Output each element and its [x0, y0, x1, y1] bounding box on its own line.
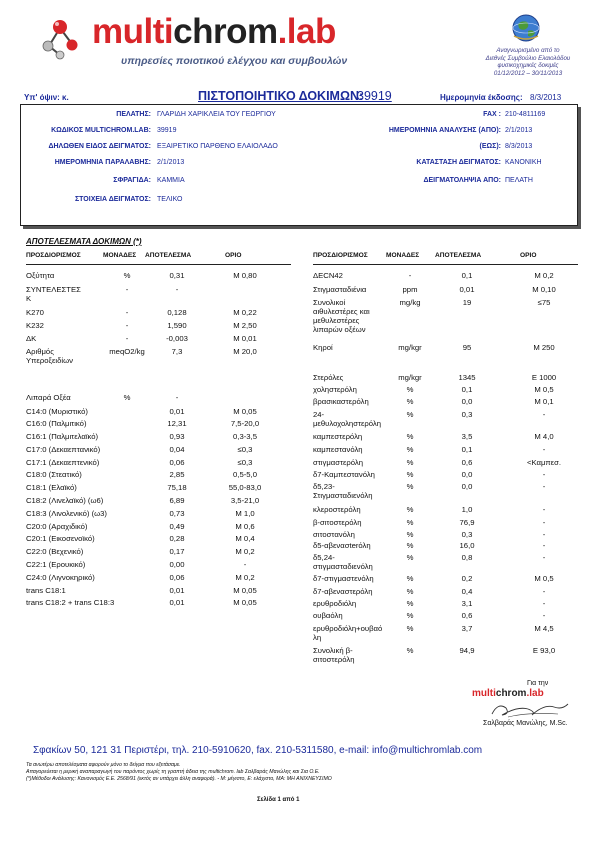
result-name [26, 560, 85, 569]
result-limit: - [542, 553, 546, 562]
result-name-line: καμπεστερόλη [313, 432, 363, 441]
result-unit: % [406, 458, 414, 467]
result-name [313, 530, 355, 539]
result-name-line: λη [313, 633, 322, 642]
result-value: 19 [462, 298, 472, 307]
result-name [26, 522, 87, 531]
result-name-line: Κ [26, 294, 32, 303]
result-name [313, 624, 382, 642]
column-header: ΠΡΟΣΔΙΟΡΙΣΜΟΣ [26, 252, 81, 259]
result-value: 0,49 [169, 522, 185, 531]
result-name-line: C24:0 (Λιγνοκηρικό) [26, 573, 95, 582]
result-name [313, 445, 363, 454]
result-limit: - [542, 518, 546, 527]
info-value: ΠΕΛΑΤΗ [505, 177, 533, 184]
accreditation-note [470, 47, 586, 77]
info-value: ΚΑΝΟΝΙΚΗ [505, 159, 542, 166]
result-limit: Μ 0,2 [235, 573, 255, 582]
result-limit: M 0,5 [534, 385, 554, 394]
result-name-line: στιγμασταδιενόλη [313, 562, 373, 571]
result-name [313, 373, 343, 382]
result-name-line: αιθυλεστέρες και [313, 307, 370, 316]
result-limit: Μ 0,05 [233, 598, 257, 607]
result-limit: Μ 0,6 [235, 522, 255, 531]
result-unit: % [406, 482, 414, 491]
result-name [26, 598, 114, 607]
result-unit: % [406, 611, 414, 620]
info-label: ΚΩΔΙΚΟΣ MULTICHROM.LAB: [51, 127, 151, 134]
result-unit: - [125, 308, 129, 317]
result-limit: - [243, 560, 247, 569]
result-limit: Μ 0,5 [534, 574, 554, 583]
result-name-line: χοληστερόλη [313, 385, 357, 394]
result-name [313, 518, 361, 527]
result-name [313, 271, 343, 280]
info-label: ΣΤΟΙΧΕΙΑ ΔΕΙΓΜΑΤΟΣ: [74, 196, 151, 203]
result-value: -0,003 [166, 334, 188, 343]
result-name-line: 24- [313, 410, 325, 419]
result-limit: - [542, 445, 546, 454]
result-name [313, 385, 357, 394]
info-value: ΚΑΜΜΙΑ [157, 177, 185, 184]
result-value: 1,590 [167, 321, 187, 330]
result-unit: % [406, 518, 414, 527]
result-name-line: Λιπαρά Οξέα [26, 393, 71, 402]
result-name-line: δ7-Καμπεστανόλη [313, 470, 375, 479]
result-unit: - [125, 334, 129, 343]
result-limit: - [542, 410, 546, 419]
result-name-line: ΣΥΝΤΕΛΕΣΤΕΣ [26, 285, 81, 294]
result-value: 3,1 [461, 599, 473, 608]
result-limit: E 93,0 [532, 646, 556, 655]
result-name [26, 470, 82, 479]
result-limit: M 2,50 [233, 321, 257, 330]
result-unit: % [406, 553, 414, 562]
result-value: 75,18 [167, 483, 187, 492]
result-name-line: Υπεροξειδίων [26, 356, 73, 365]
result-name-line: Συνολική β- [313, 646, 353, 655]
result-value: 0,73 [169, 509, 185, 518]
info-value: 2/1/2013 [157, 159, 185, 166]
result-value: 0,93 [169, 432, 185, 441]
result-unit: - [125, 321, 129, 330]
result-name-line: Στιγμασταδιενόλη [313, 491, 373, 500]
result-value: 0,04 [169, 445, 185, 454]
result-name [313, 285, 366, 294]
result-limit: Μ 0,2 [235, 547, 255, 556]
info-value: ΓΛΑΡΙΔΗ ΧΑΡΙΚΛΕΙΑ ΤΟΥ ΓΕΩΡΓΙΟΥ [157, 111, 276, 118]
result-limit: 0,3-3,5 [233, 432, 257, 441]
result-value: 0,128 [167, 308, 187, 317]
result-value: 0,01 [169, 586, 185, 595]
result-unit: mg/kgr [398, 373, 422, 382]
info-label: ΠΕΛΑΤΗΣ: [116, 111, 151, 118]
info-label: ΗΜΕΡΟΜΗΝΙΑ ΠΑΡΑΛΑΒΗΣ: [54, 159, 151, 166]
result-name-line: μεθυλεστέρες [313, 316, 360, 325]
info-value: 8/3/2013 [505, 143, 533, 150]
result-name [313, 410, 381, 428]
result-limit: - [542, 482, 546, 491]
result-name-line: Στιγμασταδιένια [313, 285, 367, 294]
result-name-line: β-σιτοστερόλη [313, 518, 362, 527]
header-divider [26, 264, 291, 265]
brand-logo: multichrom.lab [92, 12, 336, 51]
result-limit: Μ 20,0 [233, 347, 257, 356]
result-value: 0,1 [461, 385, 473, 394]
result-limit: - [542, 505, 546, 514]
result-name-line: C20:0 (Αραχιδικό) [26, 522, 88, 531]
signatory-name: Σαλβαράς Μανώλης, M.Sc. [483, 720, 568, 727]
accreditation-line: Διεθνές Συμβούλιο Ελαιολάδου [485, 54, 571, 62]
result-limit: Μ 0,10 [532, 285, 556, 294]
info-value: ΤΕΛΙΚΟ [157, 196, 183, 203]
results-title: ΑΠΟΤΕΛΕΣΜΑΤΑ ΔΟΚΙΜΩΝ (*) [26, 237, 142, 246]
result-name-line: Οξύτητα [26, 271, 55, 280]
result-unit: meqO2/kg [109, 347, 145, 356]
result-name-line: C16:1 (Παλμιτελαϊκό) [26, 432, 99, 441]
result-value: 2,85 [169, 470, 185, 479]
result-value: 0,06 [169, 573, 185, 582]
result-limit: - [542, 541, 546, 550]
result-name [26, 308, 44, 317]
column-header: ΜΟΝΑΔΕΣ [386, 252, 420, 259]
result-unit: % [406, 385, 414, 394]
result-value: 0,4 [461, 587, 473, 596]
result-name [313, 541, 371, 550]
result-name-line: ΔECN42 [313, 271, 343, 280]
result-name-line: C22:0 (Βεχενικό) [26, 547, 84, 556]
result-limit: Μ 1,0 [235, 509, 255, 518]
result-name [313, 397, 369, 406]
result-unit: mg/kg [399, 298, 421, 307]
result-name-line: C18:0 (Στεατικό) [26, 470, 82, 479]
result-name-line: K232 [26, 321, 44, 330]
result-name-line: λιπαρών οξέων [313, 325, 366, 334]
result-name-line: C17:1 (Δεκαεπτενικό) [26, 458, 100, 467]
result-unit: % [406, 541, 414, 550]
result-unit: % [406, 470, 414, 479]
info-label: (ΕΩΣ): [479, 143, 501, 150]
result-limit: Μ 0,80 [233, 271, 257, 280]
result-limit: M 4,0 [534, 432, 554, 441]
info-label: ΗΜΕΡΟΜΗΝΙΑ ΑΝΑΛΥΣΗΣ (ΑΠΟ): [388, 127, 501, 134]
result-name-line: C20:1 (Εικοσενοϊκό) [26, 534, 95, 543]
result-name-line: trans C18:2 + trans C18:3 [26, 598, 115, 607]
result-name [26, 271, 54, 280]
accreditation-line: φυσικοχημικές δοκιμές [497, 62, 559, 69]
result-name [313, 458, 363, 467]
result-name [313, 343, 333, 352]
result-name-line: C22:1 (Ερουκικό) [26, 560, 86, 569]
header-divider [313, 264, 578, 265]
result-name-line: δ5,23- [313, 482, 335, 491]
issue-date-label: Ημερομηνία έκδοσης: [440, 93, 523, 102]
column-header: ΜΟΝΑΔΕΣ [103, 252, 137, 259]
result-limit: Μ 0,01 [233, 334, 257, 343]
result-value: - [175, 393, 179, 402]
result-value: 0,8 [461, 553, 473, 562]
result-unit: % [406, 530, 414, 539]
result-name [26, 509, 107, 518]
result-value: 0,31 [169, 271, 185, 280]
signature-for: Για την [527, 680, 549, 687]
result-unit: % [123, 271, 131, 280]
result-name [26, 496, 103, 505]
footer-note: Τα ανωτέρω αποτελέσματα αφορούν μόνο το δείγμα που εξετάσαμε. [26, 762, 181, 768]
result-limit: Μ 0,05 [233, 586, 257, 595]
result-value: 94,9 [459, 646, 475, 655]
tagline: υπηρεσίες ποιοτικού ελέγχου και συμβουλών [121, 55, 348, 67]
result-limit: M 0,22 [233, 308, 257, 317]
result-name [26, 534, 95, 543]
result-name-line: C18:3 (Λινολενικό) (ω3) [26, 509, 107, 518]
info-value: 210-4811169 [505, 111, 546, 118]
result-name-line: στιγμαστερόλη [313, 458, 364, 467]
result-value: 76,9 [459, 518, 475, 527]
result-name [313, 298, 370, 334]
result-name [313, 482, 372, 500]
result-value: 16,0 [459, 541, 475, 550]
footer-address: Σφακίων 50, 121 31 Περιστέρι, τηλ. 210-5910620, fax. 210-5311580, e-mail: info@multichromlab.com [33, 745, 483, 756]
result-name-line: δ5,24- [313, 553, 335, 562]
accreditation-line: 01/12/2012 – 30/11/2013 [493, 69, 563, 77]
result-limit: ≤0,3 [237, 445, 253, 454]
result-name-line: δ7-αβεναστερόλη [313, 587, 373, 596]
result-value: 0,2 [461, 574, 473, 583]
result-limit: 3,5-21,0 [230, 496, 260, 505]
result-name-line: Στερόλες [313, 373, 344, 382]
result-unit: % [406, 397, 414, 406]
result-name-line: C16:0 (Παλμιτικό) [26, 419, 87, 428]
result-value: 0,01 [169, 407, 185, 416]
result-limit: 7,5-20,0 [230, 419, 260, 428]
info-value: ΕΞΑΙΡΕΤΙΚΟ ΠΑΡΘΕΝΟ ΕΛΑΙΟΛΑΔΟ [157, 143, 278, 150]
info-label: ΔΕΙΓΜΑΤΟΛΗΨΙΑ ΑΠΟ: [423, 177, 501, 184]
result-name [313, 470, 375, 479]
result-value: 0,1 [461, 445, 473, 454]
result-unit: % [406, 587, 414, 596]
result-limit: Μ 0,05 [233, 407, 257, 416]
result-name [26, 547, 83, 556]
result-value: - [175, 285, 179, 294]
result-name-line: ερυθροδιόλη [313, 599, 357, 608]
result-value: 12,31 [167, 419, 187, 428]
result-name-line: C18:2 (Λινελαϊκό) (ω6) [26, 496, 104, 505]
result-value: 0,3 [461, 530, 473, 539]
result-name [26, 483, 77, 492]
result-limit: - [542, 611, 546, 620]
certificate-number: 39919 [357, 89, 392, 103]
result-unit: % [406, 432, 414, 441]
result-value: 3,7 [461, 624, 473, 633]
result-limit: - [542, 587, 546, 596]
result-value: 0,1 [461, 271, 473, 280]
result-name-line: σιτοστανόλη [313, 530, 355, 539]
result-name-line: μεθυλοχοληστερόλη [313, 419, 382, 428]
page-number: Σελίδα 1 από 1 [257, 797, 300, 803]
footer-note: (*)Μέθοδοι Ανάλυσης: Κανονισμός Ε.Ε. 2568/91 (εκτός αν υπάρχει άλλη αναφορά). - Μ: μέγιστο, Ε: ελάχιστο, ΜΑ: ΜΗ ΑΝΙΧΝΕΥΣΙΜΟ [26, 776, 332, 782]
result-name [26, 285, 81, 303]
result-name [313, 432, 362, 441]
result-limit: Μ 0,4 [235, 534, 255, 543]
info-label: ΔΗΛΩΘΕΝ ΕΙΔΟΣ ΔΕΙΓΜΑΤΟΣ: [48, 143, 151, 150]
certificate-title: ΠΙΣΤΟΠΟΙΗΤΙΚΟ ΔΟΚΙΜΩΝ: [198, 89, 364, 103]
result-limit: 55,0-83,0 [228, 483, 262, 492]
result-name [26, 407, 88, 416]
globe-emblem-icon [510, 12, 542, 44]
result-value: 0,6 [461, 458, 473, 467]
result-unit: mg/kgr [398, 343, 422, 352]
info-value: 39919 [157, 127, 177, 134]
info-label: ΣΦΡΑΓΙΔΑ: [113, 177, 151, 184]
result-unit: % [406, 445, 414, 454]
result-unit: - [408, 271, 412, 280]
result-limit: M 250 [533, 343, 555, 352]
result-name [26, 419, 87, 428]
result-limit: ≤75 [537, 298, 551, 307]
result-limit: <Καμπεσ. [526, 458, 561, 467]
result-name [313, 587, 373, 596]
result-name [26, 393, 71, 402]
result-value: 1345 [458, 373, 476, 382]
column-header: ΟΡΙΟ [520, 252, 537, 259]
result-name [26, 458, 99, 467]
result-value: 0,00 [169, 560, 185, 569]
accreditation-line: Αναγνωρισμένο από το [496, 47, 560, 54]
result-unit: - [125, 285, 129, 294]
result-limit: - [542, 530, 546, 539]
column-header: ΑΠΟΤΕΛΕΣΜΑ [145, 252, 192, 259]
result-limit: M 0,1 [534, 397, 554, 406]
result-unit: % [406, 574, 414, 583]
result-name [313, 505, 361, 514]
result-name-line: δ7-στιγμαστενόλη [313, 574, 374, 583]
result-name-line: C17:0 (Δεκαεπτανικό) [26, 445, 101, 454]
column-header: ΠΡΟΣΔΙΟΡΙΣΜΟΣ [313, 252, 368, 259]
result-name [26, 347, 73, 365]
result-name-line: K270 [26, 308, 44, 317]
result-limit: E 1000 [531, 373, 557, 382]
result-name-line: Αριθμός [26, 347, 54, 356]
result-value: 6,89 [169, 496, 185, 505]
result-value: 95 [462, 343, 472, 352]
footer-note: Απαγορεύεται η μερική αναπαραγωγή του παρόντος χωρίς τη γραπτή άδεια της multichrom. lab Σαλβαράς Μανώλης και Σια Ο.Ε. [26, 769, 320, 775]
result-name [313, 599, 356, 608]
result-value: 0,6 [461, 611, 473, 620]
issue-date: 8/3/2013 [530, 93, 562, 102]
result-name-line: ουβαόλη [313, 611, 343, 620]
result-name [26, 334, 36, 343]
result-name [26, 445, 100, 454]
result-name [26, 586, 66, 595]
result-unit: % [406, 624, 414, 633]
result-value: 0,17 [169, 547, 185, 556]
result-name-line: κλεροστερόλη [313, 505, 361, 514]
result-unit: % [406, 599, 414, 608]
info-value: 2/1/2013 [505, 127, 533, 134]
result-name-line: C14:0 (Μυριστικό) [26, 407, 88, 416]
result-value: 3,5 [461, 432, 473, 441]
attention-label: Υπ' όψιν: κ. [24, 93, 69, 102]
result-limit: 0,5-5,0 [233, 470, 257, 479]
result-name-line: ΔΚ [26, 334, 37, 343]
result-name [313, 574, 374, 583]
result-name [313, 646, 355, 664]
result-unit: % [406, 505, 414, 514]
column-header: ΟΡΙΟ [225, 252, 242, 259]
result-value: 0,0 [461, 482, 473, 491]
handwritten-signature [488, 698, 572, 720]
result-name-line: ερυθροδιόλη+ουβαό [313, 624, 383, 633]
result-name-line: σιτοστερόλη [313, 655, 355, 664]
result-name-line: trans C18:1 [26, 586, 66, 595]
client-info-box [20, 104, 578, 226]
result-name [313, 611, 343, 620]
info-label: FAX : [483, 111, 501, 118]
result-name [26, 321, 44, 330]
result-name-line: Συνολικοί [313, 298, 346, 307]
signature-brand: multichrom.lab [472, 688, 544, 699]
result-limit: M 0,2 [534, 271, 554, 280]
result-value: 7,3 [171, 347, 183, 356]
result-name-line: C18:1 (Ελαϊκό) [26, 483, 77, 492]
result-value: 1,0 [461, 505, 473, 514]
result-unit: % [123, 393, 131, 402]
result-value: 0,0 [461, 397, 473, 406]
result-name-line: καμπεστανόλη [313, 445, 363, 454]
result-unit: % [406, 646, 414, 655]
result-value: 0,01 [459, 285, 475, 294]
result-name-line: δ5-αβενασterόλη [313, 541, 371, 550]
result-name [26, 432, 98, 441]
result-name-line: βρασικαστερόλη [313, 397, 369, 406]
result-limit: - [542, 470, 546, 479]
result-unit: ppm [402, 285, 418, 294]
result-value: 0,28 [169, 534, 185, 543]
result-value: 0,3 [461, 410, 473, 419]
column-header: ΑΠΟΤΕΛΕΣΜΑ [435, 252, 482, 259]
result-value: 0,01 [169, 598, 185, 607]
result-name [26, 573, 95, 582]
result-value: 0,0 [461, 470, 473, 479]
result-unit: % [406, 410, 414, 419]
result-name-line: Κηροί [313, 343, 333, 352]
info-label: ΚΑΤΑΣΤΑΣΗ ΔΕΙΓΜΑΤΟΣ: [416, 159, 501, 166]
result-limit: ≤0,3 [237, 458, 253, 467]
result-limit: - [542, 599, 546, 608]
result-name [313, 553, 373, 571]
result-limit: Μ 4,5 [534, 624, 554, 633]
result-value: 0,06 [169, 458, 185, 467]
molecule-logo-icon [40, 18, 80, 60]
